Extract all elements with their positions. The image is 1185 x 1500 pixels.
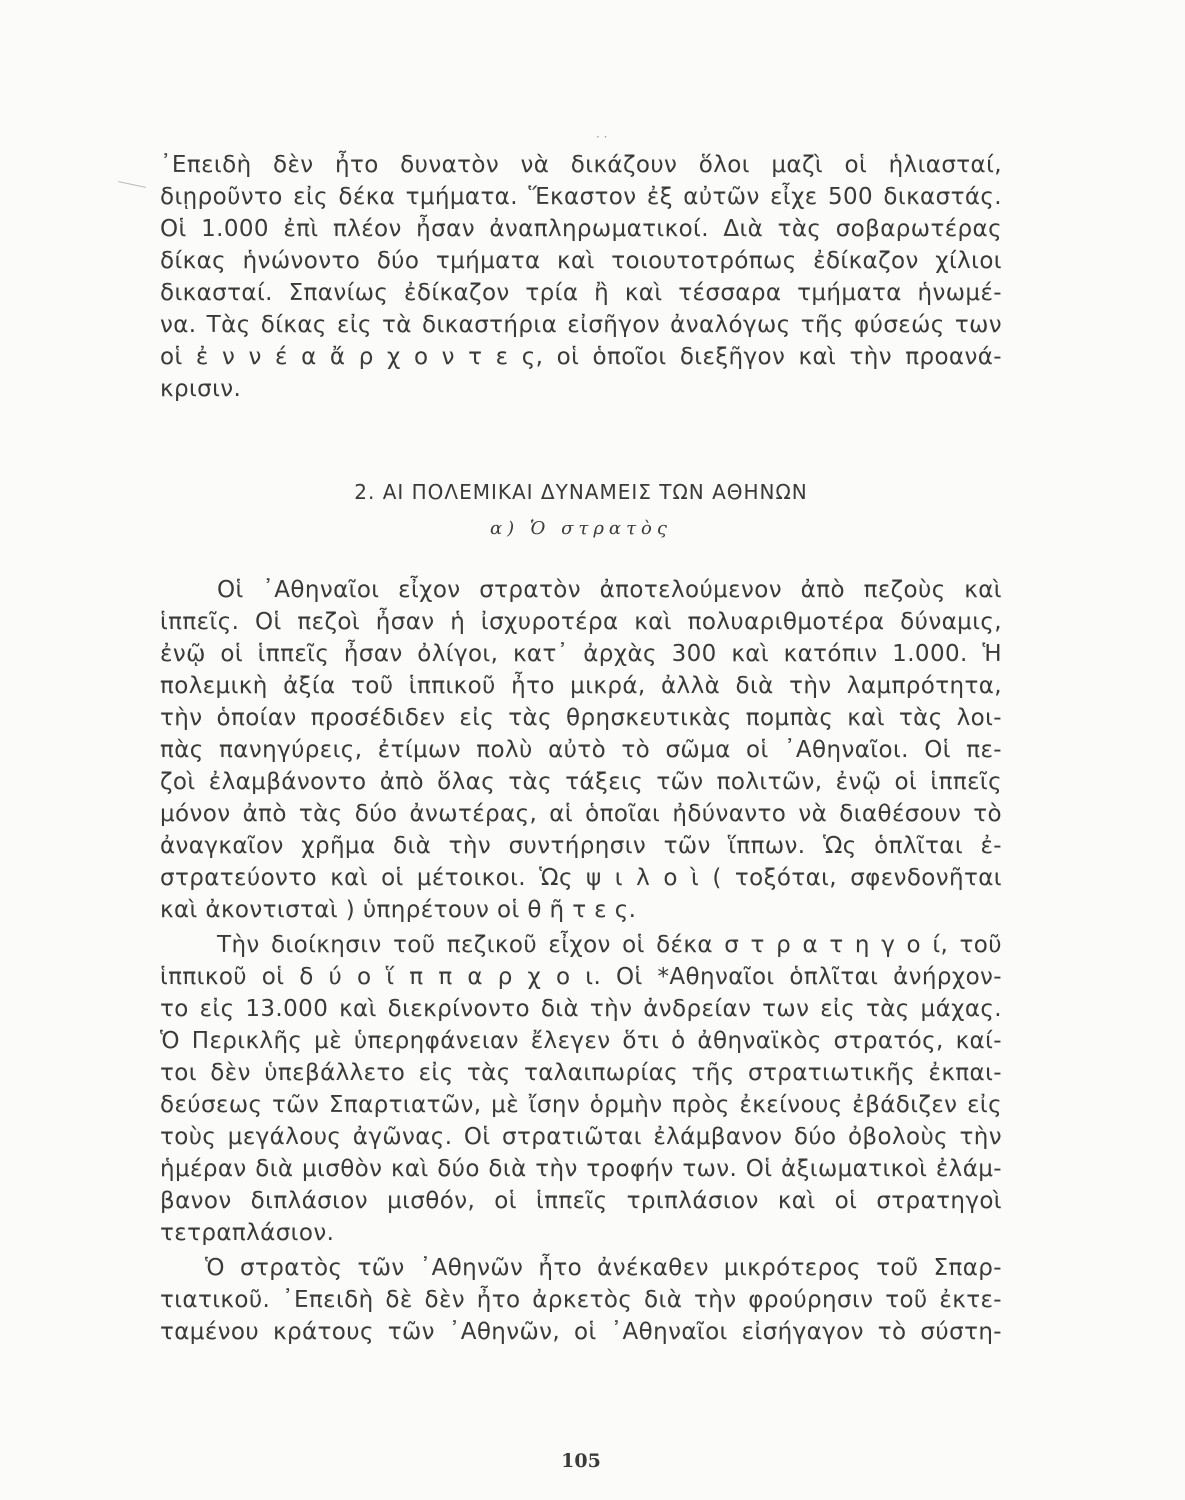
text-line: δεύσεως τῶν Σπαρτιατῶν, μὲ ἴσην ὁρμὴν πρὸς ἐκείνους ἐβάδιζεν εἰς bbox=[160, 1092, 1002, 1118]
text-line: διῃροῦντο εἰς δέκα τμήματα. Ἕκαστον ἐξ αὐτῶν εἶχε 500 δικαστάς. bbox=[160, 184, 1002, 210]
text-line: τοι δὲν ὑπεβάλλετο εἰς τὰς ταλαιπωρίας τῆς στρατιωτικῆς ἐκπαι- bbox=[160, 1060, 1002, 1086]
text-line: το εἰς 13.000 καὶ διεκρίνοντο διὰ τὴν ἀνδρείαν των εἰς τὰς μάχας. bbox=[160, 996, 1002, 1022]
text-line: ᾿Επειδὴ δὲν ἦτο δυνατὸν νὰ δικάζουν ὅλοι μαζὶ οἱ ἡλιασταί, bbox=[160, 152, 1002, 178]
subsection-heading: α) Ὁ στρατὸς bbox=[490, 518, 672, 539]
text-line: Ὁ στρατὸς τῶν ᾿Αθηνῶν ἦτο ἀνέκαθεν μικρότερος τοῦ Σπαρ- bbox=[205, 1255, 1002, 1281]
text-line: Οἱ 1.000 ἐπὶ πλέον ἦσαν ἀναπληρωματικοί. Διὰ τὰς σοβαρωτέρας bbox=[160, 216, 1002, 242]
text-line: Ὁ Περικλῆς μὲ ὑπερηφάνειαν ἔλεγεν ὅτι ὁ ἀθηναϊκὸς στρατός, καί- bbox=[160, 1028, 1002, 1054]
text-line: πὰς πανηγύρεις, ἐτίμων πολὺ αὐτὸ τὸ σῶμα οἱ ᾿Αθηναῖοι. Οἱ πε- bbox=[160, 737, 1002, 763]
text-line: ταμένου κράτους τῶν ᾿Αθηνῶν, οἱ ᾿Αθηναῖοι εἰσήγαγον τὸ σύστη- bbox=[160, 1319, 1002, 1345]
text-line: στρατεύοντο καὶ οἱ μέτοικοι. Ὡς ψ ι λ ο ὶ ( τοξόται, σφενδονῆται bbox=[160, 865, 1002, 891]
text-line: Οἱ ᾿Αθηναῖοι εἶχον στρατὸν ἀποτελούμενον ἀπὸ πεζοὺς καὶ bbox=[217, 577, 1002, 603]
text-line: ζοὶ ἐλαμβάνοντο ἀπὸ ὅλας τὰς τάξεις τῶν πολιτῶν, ἐνῷ οἱ ἱππεῖς bbox=[160, 769, 1002, 795]
text-line: καὶ ἀκοντισταὶ ) ὑπηρέτουν οἱ θ ῆ τ ε ς. bbox=[160, 897, 637, 923]
text-line: κρισιν. bbox=[160, 376, 242, 402]
text-line: δίκας ἡνώνοντο δύο τμήματα καὶ τοιουτοτρόπως ἐδίκαζον χίλιοι bbox=[160, 248, 1002, 274]
text-line: τοὺς μεγάλους ἀγῶνας. Οἱ στρατιῶται ἐλάμβανον δύο ὀβολοὺς τὴν bbox=[160, 1124, 1002, 1150]
scan-specks: · · bbox=[596, 130, 608, 144]
text-line: Τὴν διοίκησιν τοῦ πεζικοῦ εἶχον οἱ δέκα σ τ ρ α τ η γ ο ί, τοῦ bbox=[217, 932, 1002, 958]
text-line: βανον διπλάσιον μισθόν, οἱ ἱππεῖς τριπλάσιον καὶ οἱ στρατηγοὶ bbox=[160, 1188, 1002, 1214]
text-line: μόνον ἀπὸ τὰς δύο ἀνωτέρας, αἱ ὁποῖαι ἠδύναντο νὰ διαθέσουν τὸ bbox=[160, 801, 1002, 827]
scan-mark bbox=[118, 181, 146, 188]
text-line: πολεμικὴ ἀξία τοῦ ἱππικοῦ ἦτο μικρά, ἀλλὰ διὰ τὴν λαμπρότητα, bbox=[160, 673, 1002, 699]
page-number: 105 bbox=[561, 1450, 601, 1472]
text-line: ἐνῷ οἱ ἱππεῖς ἦσαν ὀλίγοι, κατ᾿ ἀρχὰς 300 καὶ κατόπιν 1.000. Ἡ bbox=[160, 641, 1002, 667]
text-line: τιατικοῦ. ᾿Επειδὴ δὲ δὲν ἦτο ἀρκετὸς διὰ τὴν φρούρησιν τοῦ ἐκτε- bbox=[160, 1287, 1002, 1313]
text-line: ἀναγκαῖον χρῆμα διὰ τὴν συντήρησιν τῶν ἵππων. Ὡς ὁπλῖται ἐ- bbox=[160, 833, 1002, 859]
text-line: δικασταί. Σπανίως ἐδίκαζον τρία ἢ καὶ τέσσαρα τμήματα ἡνωμέ- bbox=[160, 280, 1002, 306]
text-line: ἱππεῖς. Οἱ πεζοὶ ἦσαν ἡ ἰσχυροτέρα καὶ πολυαριθμοτέρα δύναμις, bbox=[160, 609, 1002, 635]
text-line: τετραπλάσιον. bbox=[160, 1220, 335, 1246]
text-line: οἱ ἐ ν ν έ α ἄ ρ χ ο ν τ ε ς, οἱ ὁποῖοι διεξῆγον καὶ τὴν προανά- bbox=[160, 344, 1002, 370]
text-line: τὴν ὁποίαν προσέδιδεν εἰς τὰς θρησκευτικὰς πομπὰς καὶ τὰς λοι- bbox=[160, 705, 1002, 731]
text-line: ἱππικοῦ οἱ δ ύ ο ἵ π π α ρ χ ο ι. Οἱ *Αθηναῖοι ὁπλῖται ἀνήρχον- bbox=[160, 964, 1002, 990]
text-line: να. Τὰς δίκας εἰς τὰ δικαστήρια εἰσῆγον ἀναλόγως τῆς φύσεώς των bbox=[160, 312, 1002, 338]
section-heading: 2. ΑΙ ΠΟΛΕΜΙΚΑΙ ΔΥΝΑΜΕΙΣ ΤΩΝ ΑΘΗΝΩΝ bbox=[354, 480, 808, 504]
text-line: ἡμέραν διὰ μισθὸν καὶ δύο διὰ τὴν τροφήν των. Οἱ ἀξιωματικοὶ ἐλάμ- bbox=[160, 1156, 1002, 1182]
